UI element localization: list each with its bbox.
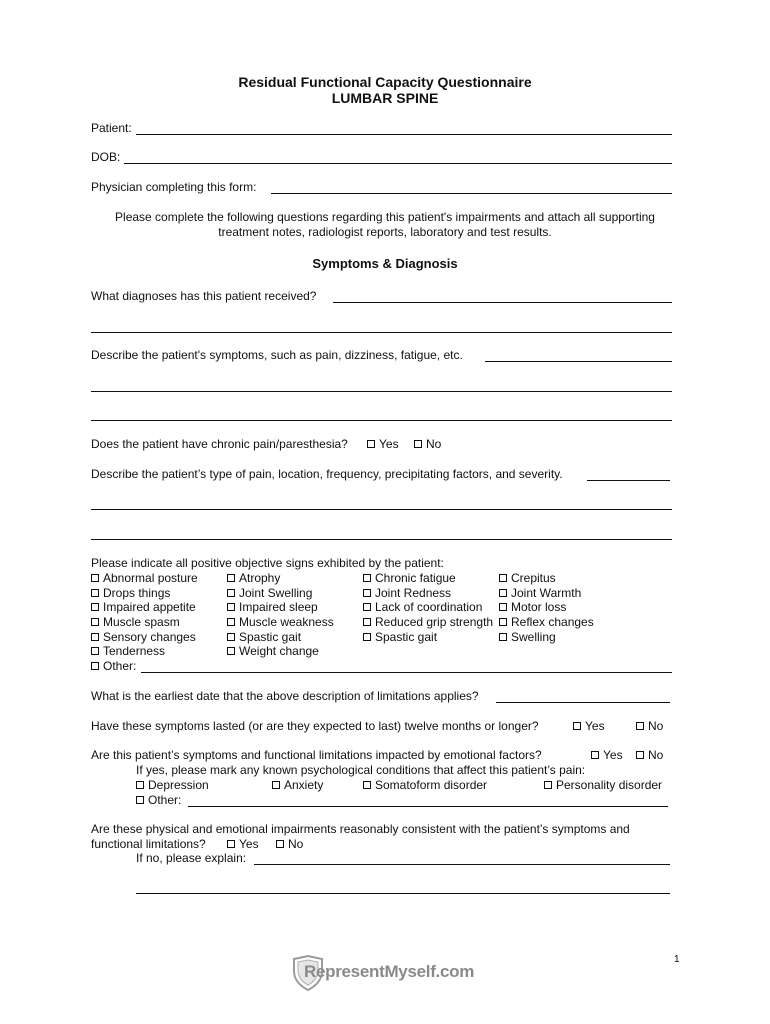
- sign-option[interactable]: [91, 586, 170, 600]
- checkbox-icon[interactable]: [91, 647, 99, 655]
- physician-field[interactable]: [271, 193, 672, 194]
- psych-anxiety[interactable]: [272, 778, 323, 792]
- sign-option[interactable]: [91, 571, 198, 585]
- other-sign-field[interactable]: [141, 672, 672, 673]
- checkbox-icon[interactable]: [591, 751, 599, 759]
- sign-option[interactable]: [499, 571, 556, 585]
- sign-option[interactable]: [227, 630, 301, 644]
- twelve-months-no[interactable]: [636, 719, 663, 733]
- section-heading: Symptoms & Diagnosis: [312, 256, 458, 271]
- option-label: Somatoform disorder: [375, 778, 488, 792]
- chronic-pain-yes[interactable]: [367, 437, 399, 451]
- sign-option[interactable]: [91, 615, 180, 629]
- sign-label: Tenderness: [103, 644, 166, 658]
- diagnoses-field[interactable]: [333, 302, 672, 303]
- checkbox-icon[interactable]: [227, 840, 235, 848]
- sign-label: Impaired appetite: [103, 600, 196, 614]
- checkbox-icon[interactable]: [136, 781, 144, 789]
- sign-option[interactable]: [499, 615, 594, 629]
- symptoms-question: Describe the patient's symptoms, such as pain, dizziness, fatigue, etc.: [91, 348, 463, 362]
- consistent-question-line-1: Are these physical and emotional impairments reasonably consistent with the patient’s symptoms and: [91, 822, 630, 836]
- option-label: No: [648, 748, 664, 762]
- checkbox-icon[interactable]: [499, 589, 507, 597]
- chronic-pain-no[interactable]: [414, 437, 441, 451]
- checkbox-icon[interactable]: [499, 603, 507, 611]
- checkbox-icon[interactable]: [363, 603, 371, 611]
- sign-label: Chronic fatigue: [375, 571, 456, 585]
- option-label: No: [648, 719, 664, 733]
- logo-text: RepresentMyself.com: [304, 962, 475, 981]
- checkbox-icon[interactable]: [276, 840, 284, 848]
- sign-option[interactable]: [91, 630, 196, 644]
- sign-option-other[interactable]: [91, 659, 136, 673]
- checkbox-icon[interactable]: [499, 618, 507, 626]
- twelve-months-yes[interactable]: [573, 719, 605, 733]
- sign-option[interactable]: [499, 630, 556, 644]
- option-label: Yes: [603, 748, 623, 762]
- emotional-if-yes: If yes, please mark any known psychological conditions that affect this patient’s pain:: [136, 763, 586, 777]
- checkbox-icon[interactable]: [227, 647, 235, 655]
- sign-label: Impaired sleep: [239, 600, 318, 614]
- checkbox-icon[interactable]: [91, 574, 99, 582]
- consistent-question-line-2: functional limitations?: [91, 837, 206, 851]
- option-label: Yes: [379, 437, 399, 451]
- consistent-yes[interactable]: [227, 837, 259, 851]
- checkbox-icon[interactable]: [636, 751, 644, 759]
- emotional-yes[interactable]: [591, 748, 623, 762]
- option-label: No: [288, 837, 304, 851]
- instructions-line-1: Please complete the following questions regarding this patient's impairments and attach all supporting: [115, 210, 655, 224]
- sign-label: Reduced grip strength: [375, 615, 494, 629]
- sign-option[interactable]: [363, 571, 456, 585]
- signs-question: Please indicate all positive objective signs exhibited by the patient:: [91, 556, 444, 570]
- checkbox-icon[interactable]: [573, 722, 581, 730]
- checkbox-icon[interactable]: [227, 618, 235, 626]
- checkbox-icon[interactable]: [91, 662, 99, 670]
- pain-type-field[interactable]: [587, 480, 670, 481]
- sign-label: Atrophy: [239, 571, 281, 585]
- psych-depression[interactable]: [136, 778, 209, 792]
- patient-field[interactable]: [136, 134, 672, 135]
- if-no-field-2[interactable]: [136, 893, 670, 894]
- instructions-line-2: treatment notes, radiologist reports, laboratory and test results.: [218, 225, 552, 239]
- option-label: Yes: [585, 719, 605, 733]
- sign-label: Other:: [103, 659, 137, 673]
- checkbox-icon[interactable]: [91, 618, 99, 626]
- sign-option[interactable]: [227, 586, 312, 600]
- sign-label: Drops things: [103, 586, 171, 600]
- sign-option[interactable]: [499, 586, 581, 600]
- option-label: No: [426, 437, 442, 451]
- form-subtitle: LUMBAR SPINE: [331, 90, 439, 106]
- dob-label: DOB:: [91, 150, 121, 164]
- sign-label: Sensory changes: [103, 630, 196, 644]
- checkbox-icon[interactable]: [227, 574, 235, 582]
- sign-label: Muscle weakness: [239, 615, 334, 629]
- sign-label: Spastic gait: [239, 630, 302, 644]
- option-label: Personality disorder: [556, 778, 663, 792]
- symptoms-field-3[interactable]: [91, 420, 672, 421]
- sign-option[interactable]: [363, 600, 482, 614]
- checkbox-icon[interactable]: [636, 722, 644, 730]
- patient-label: Patient:: [91, 121, 132, 135]
- earliest-date-question: What is the earliest date that the above description of limitations applies?: [91, 689, 479, 703]
- page-number: 1: [674, 954, 680, 965]
- psych-personality[interactable]: [544, 778, 662, 792]
- checkbox-icon[interactable]: [414, 440, 422, 448]
- sign-label: Crepitus: [511, 571, 556, 585]
- earliest-date-field[interactable]: [496, 702, 670, 703]
- symptoms-field-2[interactable]: [91, 391, 672, 392]
- checkbox-icon[interactable]: [91, 633, 99, 641]
- checkbox-icon[interactable]: [363, 633, 371, 641]
- chronic-pain-question: Does the patient have chronic pain/paresthesia?: [91, 437, 348, 451]
- sign-label: Swelling: [511, 630, 556, 644]
- checkbox-icon[interactable]: [367, 440, 375, 448]
- sign-label: Reflex changes: [511, 615, 594, 629]
- sign-option[interactable]: [227, 615, 334, 629]
- sign-label: Muscle spasm: [103, 615, 180, 629]
- sign-label: Joint Swelling: [239, 586, 313, 600]
- sign-option[interactable]: [227, 600, 318, 614]
- psych-other-field[interactable]: [188, 806, 668, 807]
- symptoms-field[interactable]: [485, 361, 672, 362]
- dob-field[interactable]: [124, 163, 672, 164]
- checkbox-icon[interactable]: [363, 589, 371, 597]
- sign-label: Joint Redness: [375, 586, 452, 600]
- checkbox-icon[interactable]: [499, 633, 507, 641]
- checkbox-icon[interactable]: [91, 603, 99, 611]
- sign-label: Weight change: [239, 644, 319, 658]
- sign-label: Joint Warmth: [511, 586, 582, 600]
- checkbox-icon[interactable]: [227, 633, 235, 641]
- checkbox-icon[interactable]: [499, 574, 507, 582]
- diagnoses-field-2[interactable]: [91, 332, 672, 333]
- pain-type-question: Describe the patient’s type of pain, location, frequency, precipitating factors, and severity.: [91, 467, 563, 481]
- checkbox-icon[interactable]: [136, 796, 144, 804]
- sign-option[interactable]: [363, 630, 437, 644]
- sign-option[interactable]: [91, 600, 196, 614]
- psych-other[interactable]: [136, 793, 181, 807]
- form-title: Residual Functional Capacity Questionnaire: [238, 74, 532, 90]
- if-no-field[interactable]: [254, 864, 670, 865]
- sign-option[interactable]: [363, 586, 451, 600]
- checkbox-icon[interactable]: [91, 589, 99, 597]
- sign-label: Motor loss: [511, 600, 567, 614]
- sign-option[interactable]: [499, 600, 566, 614]
- option-label: Anxiety: [284, 778, 324, 792]
- psych-somatoform[interactable]: [363, 778, 487, 792]
- if-no-label: If no, please explain:: [136, 851, 247, 865]
- representmyself-logo: [290, 955, 475, 991]
- option-label: Other:: [148, 793, 182, 807]
- option-label: Yes: [239, 837, 259, 851]
- emotional-no[interactable]: [636, 748, 663, 762]
- checkbox-icon[interactable]: [227, 589, 235, 597]
- sign-label: Abnormal posture: [103, 571, 198, 585]
- checkbox-icon[interactable]: [363, 781, 371, 789]
- checkbox-icon[interactable]: [363, 574, 371, 582]
- sign-option[interactable]: [363, 615, 493, 629]
- checkbox-icon[interactable]: [272, 781, 280, 789]
- sign-option[interactable]: [91, 644, 165, 658]
- sign-label: Lack of coordination: [375, 600, 483, 614]
- diagnoses-question: What diagnoses has this patient received?: [91, 289, 317, 303]
- pain-type-field-2[interactable]: [91, 509, 672, 510]
- option-label: Depression: [148, 778, 209, 792]
- sign-option[interactable]: [227, 644, 319, 658]
- physician-label: Physician completing this form:: [91, 180, 257, 194]
- checkbox-icon[interactable]: [227, 603, 235, 611]
- checkbox-icon[interactable]: [544, 781, 552, 789]
- consistent-no[interactable]: [276, 837, 303, 851]
- checkbox-icon[interactable]: [363, 618, 371, 626]
- sign-label: Spastic gait: [375, 630, 438, 644]
- pain-type-field-3[interactable]: [91, 539, 672, 540]
- twelve-months-question: Have these symptoms lasted (or are they expected to last) twelve months or longer?: [91, 719, 539, 733]
- emotional-question: Are this patient’s symptoms and functional limitations impacted by emotional factors?: [91, 748, 542, 762]
- sign-option[interactable]: [227, 571, 280, 585]
